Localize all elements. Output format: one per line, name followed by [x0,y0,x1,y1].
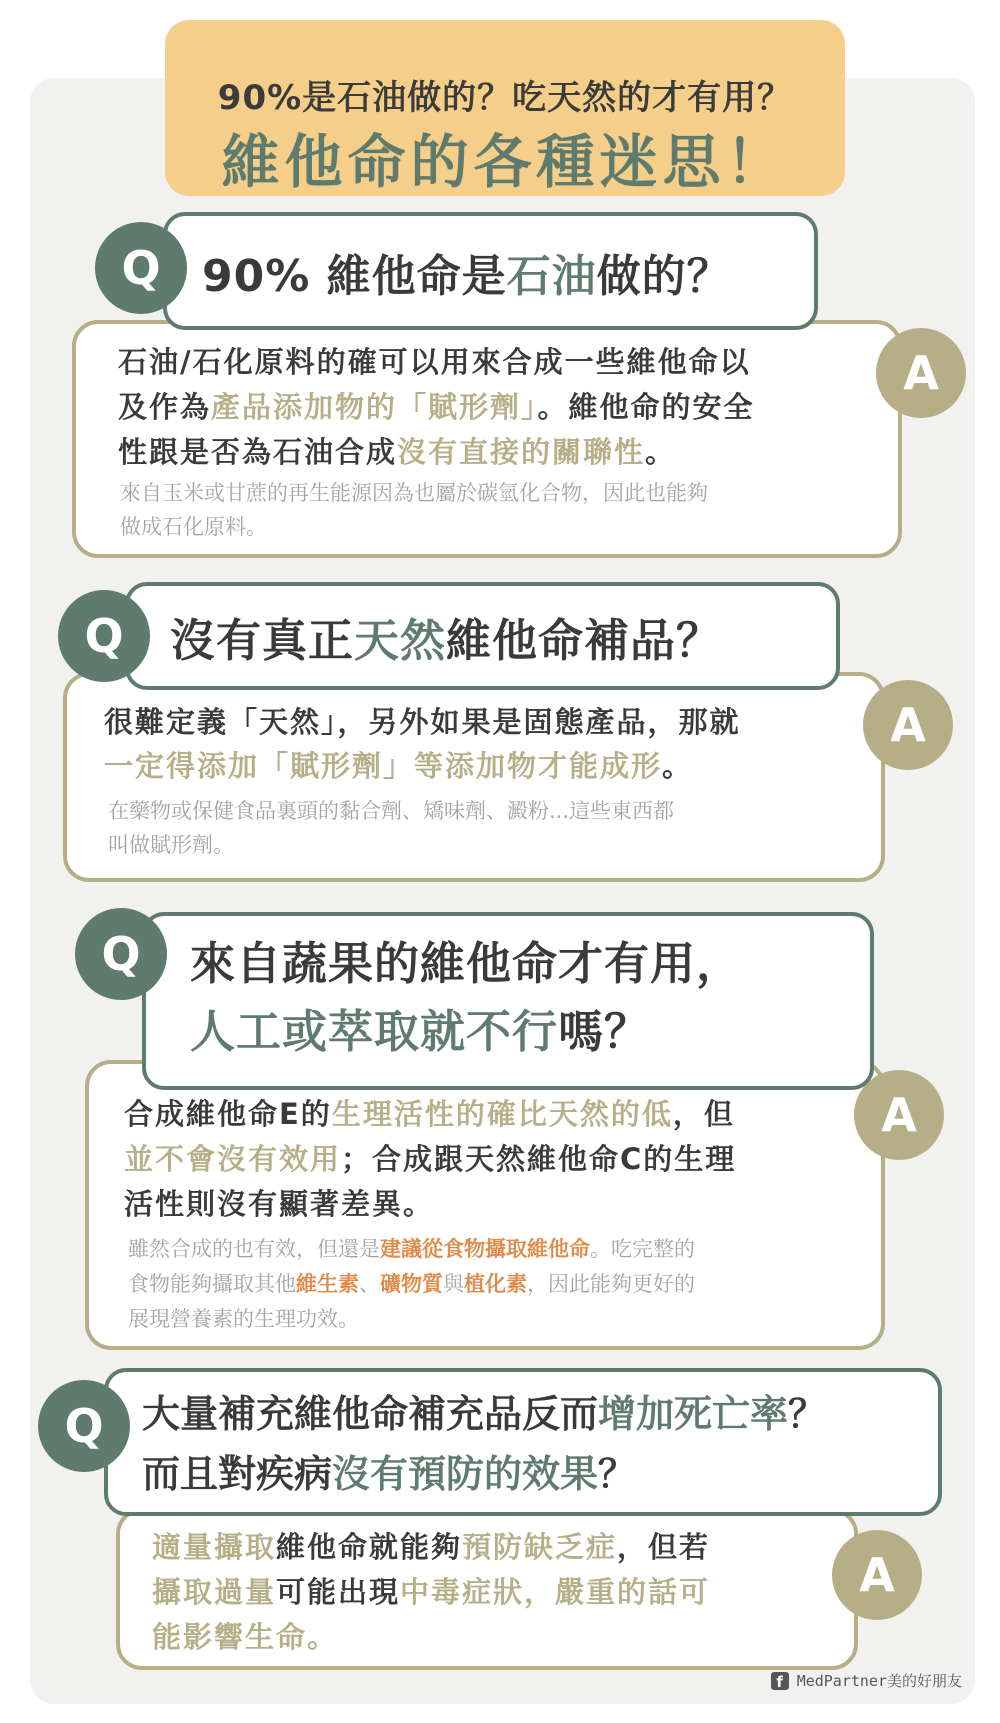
q-badge-4: Q [38,1380,130,1472]
question-text-3: 來自蔬果的維他命才有用， 人工或萃取就不行嗎？ [190,937,743,1058]
question-text-4: 大量補充維他命補充品反而增加死亡率？ 而且對疾病沒有預防的效果？ [142,1392,827,1496]
question-text-2: 沒有真正天然維他命補品？ [170,614,723,667]
header-title: 維他命的各種迷思！ [221,128,789,196]
q-badge-2: Q [58,590,150,682]
brand-name: MedPartner美的好朋友 [796,1672,962,1690]
answer-text-4: 適量攝取維他命就能夠預防缺乏症，但若 攝取過量可能出現中毒症狀，嚴重的話可 能影響生命。 [152,1530,711,1654]
facebook-icon: f [771,1672,789,1690]
answer-note-3: 雖然合成的也有效，但還是建議從食物攝取維他命。吃完整的 食物能夠攝取其他維生素、礦物質與植化素，因此能夠更好的 展現營養素的生理功效。 [128,1237,695,1331]
header-banner [165,20,845,196]
a-badge-3: A [854,1070,944,1160]
answer-note-2: 在藥物或保健食品裏頭的黏合劑、矯味劑、澱粉...這些東西都 叫做賦形劑。 [108,799,675,857]
answer-text-3: 合成維他命E的生理活性的確比天然的低，但 並不會沒有效用；合成跟天然維他命C的生理 活性則沒有顯著差異。 [124,1097,737,1221]
footer-credit [771,1670,962,1691]
a-badge-1: A [876,328,966,418]
q-badge-3: Q [75,908,167,1000]
question-text-1: 90% 維他命是石油做的？ [202,251,732,302]
q-badge-1: Q [95,222,187,314]
header-subtitle: 90%是石油做的？吃天然的才有用？ [217,78,793,118]
answer-text-2: 很難定義「天然」，另外如果是固態產品，那就 一定得添加「賦形劑」等添加物才能成形。 [104,705,741,783]
a-badge-2: A [863,680,953,770]
a-badge-4: A [832,1530,922,1620]
answer-text-1: 石油/石化原料的確可以用來合成一些維他命以 及作為產品添加物的「賦形劑」。維他命的安全 性跟是否為石油合成沒有直接的關聯性。 [118,345,755,469]
answer-note-1: 來自玉米或甘蔗的再生能源因為也屬於碳氫化合物，因此也能夠 做成石化原料。 [120,481,708,539]
